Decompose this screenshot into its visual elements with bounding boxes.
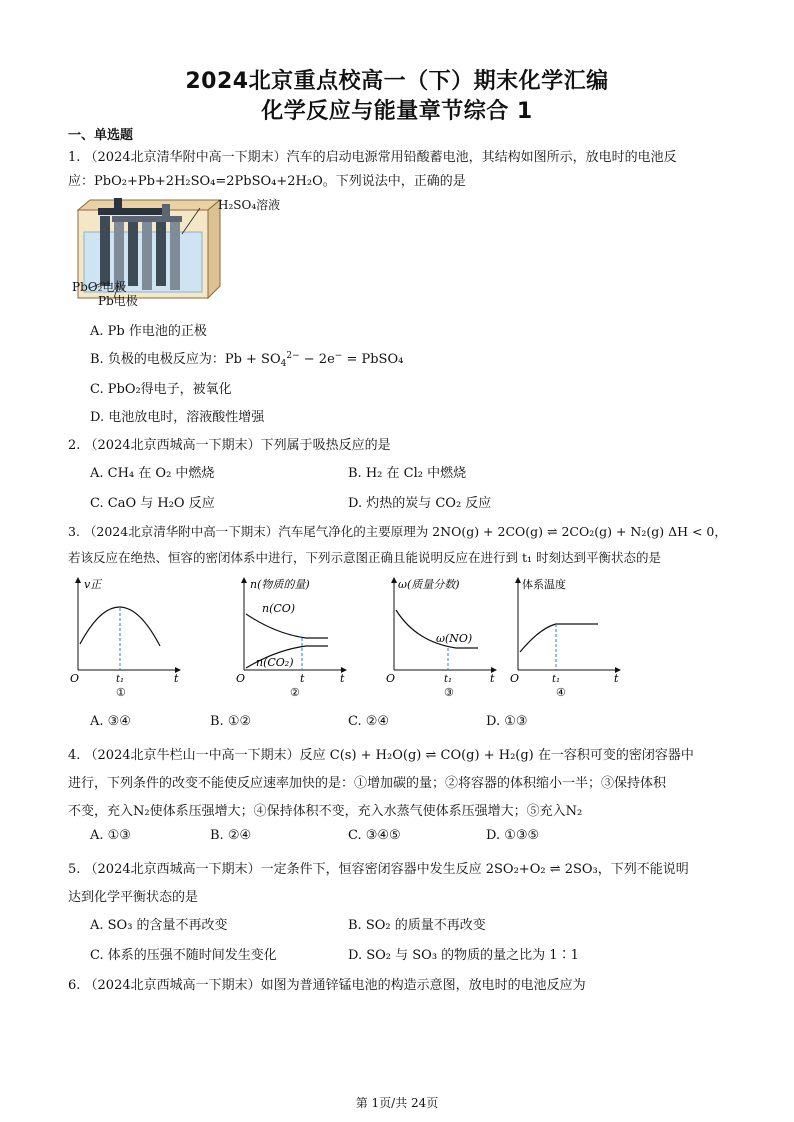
q4-stem-line2: 进行，下列条件的改变不能使反应速率加快的是：①增加碳的量；②将容器的体积缩小一半；③保持体积 [68,776,667,791]
q2-stem: 2. （2024北京西城高一下期末）下列属于吸热反应的是 [68,438,391,453]
q4-stem-line3: 不变，充入N₂使体系压强增大；④保持体积不变，充入水蒸气使体系压强增大；⑤充入N₂ [68,804,583,819]
q3-stem-line1: 3. （2024北京清华附中高一下期末）汽车尾气净化的主要原理为 2NO(g) + 2CO(g) ⇌ 2CO₂(g) + N₂(g) ΔH < 0， [68,524,727,539]
q3-option-b: B. ①② [210,714,252,729]
graph-1 [70,574,190,704]
q2-option-d: D. 灼热的炭与 CO₂ 反应 [348,496,492,511]
graph-2-curve-co2: n(CO₂) [256,656,294,669]
q1-option-a: A. Pb 作电池的正极 [90,324,207,339]
graph-3-ylabel: ω(质量分数) [398,578,460,591]
graph-3-origin: O [386,672,396,685]
q3-option-d: D. ①③ [486,714,528,729]
q3-option-a: A. ③④ [90,714,131,729]
q2-option-c: C. CaO 与 H₂O 反应 [90,496,215,511]
q5-option-c: C. 体系的压强不随时间发生变化 [90,948,277,963]
graph-4 [510,574,630,704]
figure-label-pbo2: PbO₂电极 [72,280,127,294]
graph-4-origin: O [510,672,520,685]
graph-4-xlabel: t [614,672,619,685]
graph-2 [236,574,356,704]
q1-option-b: B. 负极的电极反应为：$Pb + SO_4^{2-} - 2e^-$ = PbSO₄ [90,351,404,369]
graph-3 [386,574,506,704]
graph-2-origin: O [236,672,246,685]
page-footer: 第 1页/共 24页 [355,1096,439,1110]
q4-option-a: A. ①③ [90,828,131,843]
graph-3-number: ③ [444,686,454,699]
q3-stem-line2: 若该反应在绝热、恒容的密闭体系中进行，下列示意图正确且能说明反应在进行到 t₁ 时刻达到平衡状态的是 [68,550,661,565]
graph-2-ylabel: n(物质的量) [250,578,310,591]
q5-option-d: D. SO₂ 与 SO₃ 的物质的量之比为 1∶1 [348,948,579,963]
q4-option-d: D. ①③⑤ [486,828,540,843]
q2-option-a: A. CH₄ 在 O₂ 中燃烧 [90,466,215,481]
q5-stem-line1: 5. （2024北京西城高一下期末）一定条件下，恒容密闭容器中发生反应 2SO₂+O₂ ⇌ 2SO₃，下列不能说明 [68,862,689,877]
graph-2-tick: t [300,672,305,685]
q5-stem-line2: 达到化学平衡状态的是 [68,890,199,905]
q2-option-b: B. H₂ 在 Cl₂ 中燃烧 [348,466,467,481]
graph-3-xlabel: t [490,672,495,685]
graph-3-curve-no: ω(NO) [436,632,473,645]
graph-2-curve-co: n(CO) [262,602,296,615]
q4-stem-line1: 4. （2024北京牛栏山一中高一下期末）反应 C(s) + H₂O(g) ⇌ CO(g) + H₂(g) 在一容积可变的密闭容器中 [68,748,694,763]
figure-label-solution: H₂SO₄溶液 [218,198,281,212]
q5-option-b: B. SO₂ 的质量不再改变 [348,918,486,933]
q4-option-c: C. ③④⑤ [348,828,401,843]
q1-option-d: D. 电池放电时，溶液酸性增强 [90,410,265,425]
figure-label-pb: Pb电极 [98,294,138,308]
graph-2-xlabel: t [340,672,345,685]
q5-option-a: A. SO₃ 的含量不再改变 [90,918,228,933]
q3-option-c: C. ②④ [348,714,390,729]
graph-1-number: ① [116,686,126,699]
document-title-line2: 化学反应与能量章节综合 1 [261,99,533,124]
q6-stem-line1: 6. （2024北京西城高一下期末）如图为普通锌锰电池的构造示意图，放电时的电池反应为 [68,978,586,993]
document-title-line1: 2024北京重点校高一（下）期末化学汇编 [185,69,609,94]
q4-option-b: B. ②④ [210,828,252,843]
q1-option-c: C. PbO₂得电子，被氧化 [90,382,232,397]
graph-1-ylabel: v正 [84,578,102,591]
graph-4-ylabel: 体系温度 [522,578,566,591]
graph-1-tick: t₁ [116,674,125,685]
graph-1-xlabel: t [174,672,179,685]
graph-4-number: ④ [556,686,566,699]
graph-2-number: ② [290,686,300,699]
graph-1-origin: O [70,672,80,685]
q1-stem-line1: 1. （2024北京清华附中高一下期末）汽车的启动电源常用铅酸蓄电池，其结构如图所示，放电时的电池反 [68,150,677,165]
graph-3-tick: t₁ [444,674,453,685]
graph-4-tick: t₁ [552,674,561,685]
section-heading: 一、单选题 [68,128,134,143]
q1-stem-line2: 应：PbO₂+Pb+2H₂SO₄=2PbSO₄+2H₂O。下列说法中，正确的是 [68,174,466,189]
